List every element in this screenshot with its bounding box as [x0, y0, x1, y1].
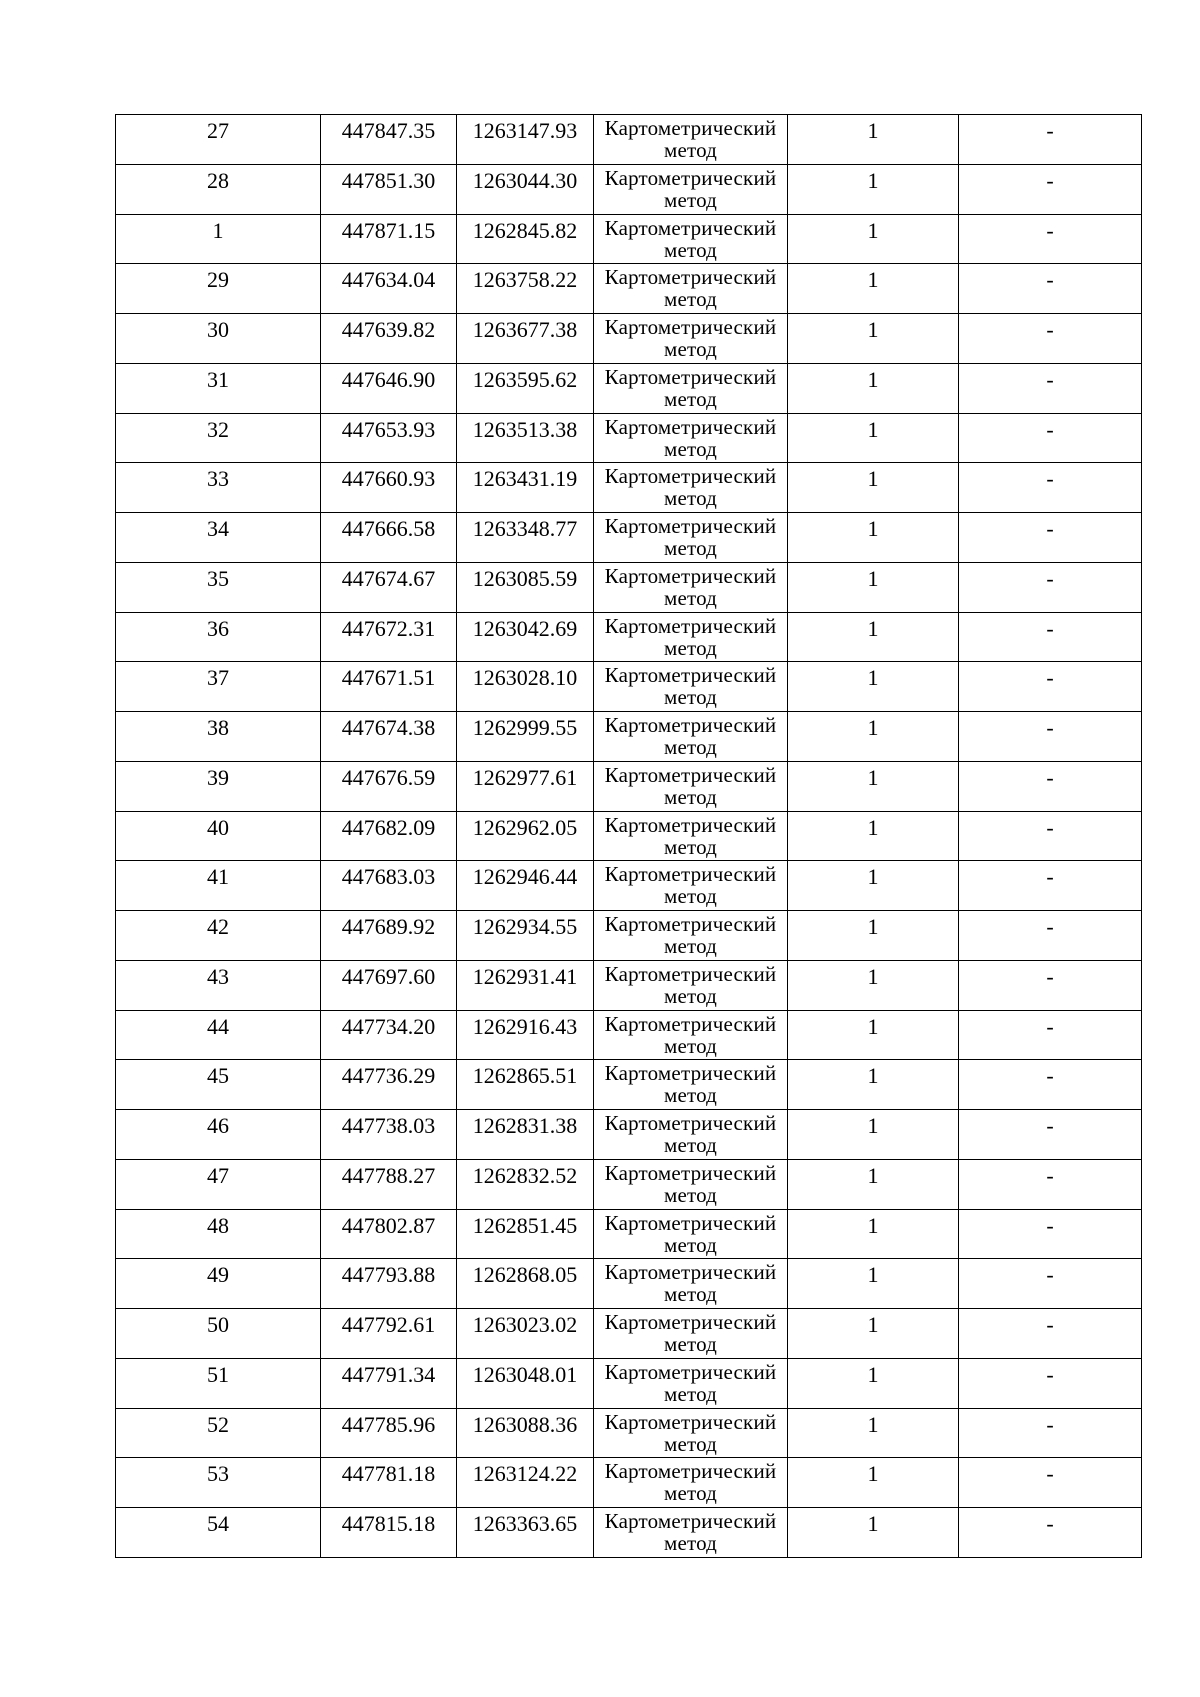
- x-coordinate: 447734.20: [321, 1010, 457, 1060]
- method-line-2: метод: [663, 337, 718, 361]
- table-row: [116, 811, 1142, 861]
- method-line-2: метод: [663, 735, 718, 759]
- x-coordinate: 447674.38: [321, 712, 457, 762]
- table-row: [116, 264, 1142, 314]
- method-line-1: Картометрический: [604, 912, 777, 936]
- x-coordinate: 447682.09: [321, 811, 457, 861]
- method-cell: [594, 314, 788, 364]
- x-coordinate: 447676.59: [321, 761, 457, 811]
- method-line-2: метод: [663, 585, 718, 610]
- point-number: 44: [116, 1010, 321, 1060]
- x-coordinate: 447634.04: [321, 264, 457, 314]
- accuracy-value: 1: [788, 115, 959, 165]
- accuracy-value: 1: [788, 1010, 959, 1060]
- point-number: 28: [116, 164, 321, 214]
- point-number: 45: [116, 1060, 321, 1110]
- accuracy-value: 1: [788, 264, 959, 314]
- y-coordinate: 1263677.38: [457, 314, 594, 364]
- method-line-2: метод: [663, 1531, 718, 1555]
- method-cell: [594, 513, 788, 563]
- method-line-2: метод: [663, 1282, 718, 1307]
- point-number: 48: [116, 1209, 321, 1259]
- method-line-2: метод: [663, 287, 718, 312]
- accuracy-value: 1: [788, 1259, 959, 1309]
- point-number: 1: [116, 214, 321, 264]
- method-line-2: метод: [663, 834, 718, 859]
- method-cell: [594, 413, 788, 463]
- method-line-1: Картометрический: [604, 1409, 777, 1434]
- accuracy-value: 1: [788, 712, 959, 762]
- method-line-1: Картометрический: [604, 663, 777, 688]
- description-cell: -: [959, 712, 1142, 762]
- y-coordinate: 1262946.44: [457, 861, 594, 911]
- x-coordinate: 447847.35: [321, 115, 457, 165]
- accuracy-value: 1: [788, 363, 959, 413]
- description-cell: -: [959, 214, 1142, 264]
- method-cell: [594, 761, 788, 811]
- table-row: [116, 1159, 1142, 1209]
- coordinates-table: [115, 114, 1142, 1558]
- table-row: [116, 363, 1142, 413]
- method-line-1: Картометрический: [604, 812, 777, 837]
- method-cell: [594, 164, 788, 214]
- y-coordinate: 1262832.52: [457, 1159, 594, 1209]
- method-line-2: метод: [663, 1182, 718, 1207]
- table-row: [116, 960, 1142, 1010]
- accuracy-value: 1: [788, 513, 959, 563]
- method-line-1: Картометрический: [604, 1359, 777, 1384]
- y-coordinate: 1263044.30: [457, 164, 594, 214]
- method-cell: [594, 911, 788, 961]
- description-cell: -: [959, 1309, 1142, 1359]
- method-line-1: Картометрический: [604, 464, 777, 489]
- method-cell: [594, 1110, 788, 1160]
- description-cell: -: [959, 314, 1142, 364]
- accuracy-value: 1: [788, 1209, 959, 1259]
- y-coordinate: 1262868.05: [457, 1259, 594, 1309]
- method-cell: [594, 712, 788, 762]
- point-number: 27: [116, 115, 321, 165]
- point-number: 46: [116, 1110, 321, 1160]
- method-line-2: метод: [663, 386, 718, 411]
- x-coordinate: 447674.67: [321, 562, 457, 612]
- x-coordinate: 447653.93: [321, 413, 457, 463]
- accuracy-value: 1: [788, 911, 959, 961]
- accuracy-value: 1: [788, 662, 959, 712]
- accuracy-value: 1: [788, 811, 959, 861]
- method-line-1: Картометрический: [604, 414, 777, 439]
- x-coordinate: 447815.18: [321, 1508, 457, 1558]
- method-line-2: метод: [663, 1431, 718, 1456]
- point-number: 50: [116, 1309, 321, 1359]
- y-coordinate: 1263363.65: [457, 1508, 594, 1558]
- accuracy-value: 1: [788, 164, 959, 214]
- x-coordinate: 447736.29: [321, 1060, 457, 1110]
- method-line-1: Картометрический: [604, 215, 777, 240]
- description-cell: -: [959, 960, 1142, 1010]
- description-cell: -: [959, 1209, 1142, 1259]
- point-number: 30: [116, 314, 321, 364]
- method-line-2: метод: [663, 1332, 718, 1356]
- y-coordinate: 1262999.55: [457, 712, 594, 762]
- description-cell: -: [959, 1408, 1142, 1458]
- method-line-2: метод: [663, 1033, 718, 1058]
- method-line-2: метод: [663, 1381, 718, 1406]
- accuracy-value: 1: [788, 1458, 959, 1508]
- accuracy-value: 1: [788, 1408, 959, 1458]
- method-cell: [594, 1159, 788, 1209]
- x-coordinate: 447781.18: [321, 1458, 457, 1508]
- method-line-1: Картометрический: [604, 1210, 777, 1235]
- point-number: 42: [116, 911, 321, 961]
- accuracy-value: 1: [788, 1060, 959, 1110]
- table-row: [116, 413, 1142, 463]
- y-coordinate: 1263758.22: [457, 264, 594, 314]
- accuracy-value: 1: [788, 1358, 959, 1408]
- table-row: [116, 314, 1142, 364]
- description-cell: -: [959, 1010, 1142, 1060]
- y-coordinate: 1262916.43: [457, 1010, 594, 1060]
- description-cell: -: [959, 1358, 1142, 1408]
- y-coordinate: 1263085.59: [457, 562, 594, 612]
- method-line-1: Картометрический: [604, 1061, 777, 1086]
- method-line-1: Картометрический: [604, 613, 777, 638]
- method-line-2: метод: [663, 1083, 718, 1108]
- method-cell: [594, 214, 788, 264]
- description-cell: -: [959, 1110, 1142, 1160]
- description-cell: -: [959, 1508, 1142, 1558]
- table-row: [116, 612, 1142, 662]
- accuracy-value: 1: [788, 861, 959, 911]
- method-line-1: Картометрический: [604, 1011, 777, 1036]
- point-number: 39: [116, 761, 321, 811]
- description-cell: -: [959, 562, 1142, 612]
- method-cell: [594, 861, 788, 911]
- method-line-1: Картометрический: [604, 315, 777, 339]
- point-number: 37: [116, 662, 321, 712]
- method-line-1: Картометрический: [604, 165, 777, 190]
- table-row: [116, 1259, 1142, 1309]
- method-line-1: Картометрический: [604, 1459, 777, 1484]
- y-coordinate: 1262845.82: [457, 214, 594, 264]
- method-line-2: метод: [663, 884, 718, 909]
- table-row: [116, 662, 1142, 712]
- y-coordinate: 1262931.41: [457, 960, 594, 1010]
- method-line-1: Картометрический: [604, 1111, 777, 1135]
- method-cell: [594, 463, 788, 513]
- y-coordinate: 1263048.01: [457, 1358, 594, 1408]
- table-row: [116, 1358, 1142, 1408]
- x-coordinate: 447793.88: [321, 1259, 457, 1309]
- y-coordinate: 1263513.38: [457, 413, 594, 463]
- table-row: [116, 1110, 1142, 1160]
- x-coordinate: 447672.31: [321, 612, 457, 662]
- x-coordinate: 447671.51: [321, 662, 457, 712]
- point-number: 33: [116, 463, 321, 513]
- point-number: 53: [116, 1458, 321, 1508]
- x-coordinate: 447802.87: [321, 1209, 457, 1259]
- method-cell: [594, 363, 788, 413]
- y-coordinate: 1262934.55: [457, 911, 594, 961]
- x-coordinate: 447738.03: [321, 1110, 457, 1160]
- point-number: 47: [116, 1159, 321, 1209]
- table-row: [116, 562, 1142, 612]
- table-row: [116, 1010, 1142, 1060]
- method-line-1: Картометрический: [604, 1160, 777, 1185]
- method-line-1: Картометрический: [604, 862, 777, 887]
- point-number: 38: [116, 712, 321, 762]
- x-coordinate: 447689.92: [321, 911, 457, 961]
- table-row: [116, 1309, 1142, 1359]
- table-row: [116, 712, 1142, 762]
- method-cell: [594, 1408, 788, 1458]
- description-cell: -: [959, 1060, 1142, 1110]
- description-cell: -: [959, 513, 1142, 563]
- accuracy-value: 1: [788, 314, 959, 364]
- method-line-2: метод: [663, 934, 718, 958]
- description-cell: -: [959, 1458, 1142, 1508]
- method-line-2: метод: [663, 237, 718, 262]
- method-cell: [594, 612, 788, 662]
- point-number: 40: [116, 811, 321, 861]
- method-line-1: Картометрический: [604, 563, 777, 588]
- table-row: [116, 214, 1142, 264]
- table-row: [116, 1458, 1142, 1508]
- method-cell: [594, 1209, 788, 1259]
- y-coordinate: 1263042.69: [457, 612, 594, 662]
- method-line-1: Картометрический: [604, 1260, 777, 1285]
- method-line-1: Картометрический: [604, 762, 777, 787]
- method-line-2: метод: [663, 1232, 718, 1257]
- method-cell: [594, 264, 788, 314]
- method-line-1: Картометрический: [604, 265, 777, 290]
- accuracy-value: 1: [788, 413, 959, 463]
- x-coordinate: 447851.30: [321, 164, 457, 214]
- method-line-1: Картометрический: [604, 1509, 777, 1533]
- table-row: [116, 1408, 1142, 1458]
- description-cell: -: [959, 861, 1142, 911]
- point-number: 43: [116, 960, 321, 1010]
- method-line-2: метод: [663, 1133, 718, 1157]
- accuracy-value: 1: [788, 1508, 959, 1558]
- method-line-1: Картометрический: [604, 116, 777, 140]
- method-line-2: метод: [663, 784, 718, 809]
- x-coordinate: 447660.93: [321, 463, 457, 513]
- table-row: [116, 1209, 1142, 1259]
- method-cell: [594, 1358, 788, 1408]
- point-number: 29: [116, 264, 321, 314]
- method-cell: [594, 811, 788, 861]
- x-coordinate: 447792.61: [321, 1309, 457, 1359]
- method-cell: [594, 115, 788, 165]
- y-coordinate: 1263023.02: [457, 1309, 594, 1359]
- description-cell: -: [959, 662, 1142, 712]
- x-coordinate: 447871.15: [321, 214, 457, 264]
- y-coordinate: 1262851.45: [457, 1209, 594, 1259]
- method-cell: [594, 1508, 788, 1558]
- method-line-1: Картометрический: [604, 1310, 777, 1334]
- method-line-1: Картометрический: [604, 364, 777, 389]
- accuracy-value: 1: [788, 463, 959, 513]
- method-line-1: Картометрический: [604, 514, 777, 538]
- method-line-2: метод: [663, 187, 718, 212]
- x-coordinate: 447639.82: [321, 314, 457, 364]
- accuracy-value: 1: [788, 562, 959, 612]
- description-cell: -: [959, 811, 1142, 861]
- y-coordinate: 1263124.22: [457, 1458, 594, 1508]
- accuracy-value: 1: [788, 960, 959, 1010]
- point-number: 32: [116, 413, 321, 463]
- table-row: [116, 463, 1142, 513]
- method-cell: [594, 960, 788, 1010]
- accuracy-value: 1: [788, 1309, 959, 1359]
- method-cell: [594, 1259, 788, 1309]
- point-number: 31: [116, 363, 321, 413]
- description-cell: -: [959, 612, 1142, 662]
- table-row: [116, 761, 1142, 811]
- method-line-2: метод: [663, 138, 718, 162]
- method-cell: [594, 562, 788, 612]
- point-number: 51: [116, 1358, 321, 1408]
- description-cell: -: [959, 164, 1142, 214]
- method-cell: [594, 1010, 788, 1060]
- method-line-2: метод: [663, 983, 718, 1008]
- coordinates-table-body: [116, 115, 1142, 1558]
- description-cell: -: [959, 761, 1142, 811]
- point-number: 36: [116, 612, 321, 662]
- y-coordinate: 1263147.93: [457, 115, 594, 165]
- y-coordinate: 1263088.36: [457, 1408, 594, 1458]
- table-row: [116, 513, 1142, 563]
- point-number: 52: [116, 1408, 321, 1458]
- point-number: 54: [116, 1508, 321, 1558]
- method-line-2: метод: [663, 486, 718, 511]
- method-line-2: метод: [663, 685, 718, 710]
- table-row: [116, 911, 1142, 961]
- point-number: 41: [116, 861, 321, 911]
- y-coordinate: 1262977.61: [457, 761, 594, 811]
- description-cell: -: [959, 1259, 1142, 1309]
- description-cell: -: [959, 363, 1142, 413]
- method-cell: [594, 1458, 788, 1508]
- method-cell: [594, 662, 788, 712]
- y-coordinate: 1262831.38: [457, 1110, 594, 1160]
- method-line-2: метод: [663, 1481, 718, 1506]
- x-coordinate: 447697.60: [321, 960, 457, 1010]
- x-coordinate: 447646.90: [321, 363, 457, 413]
- method-line-1: Картометрический: [604, 713, 777, 737]
- x-coordinate: 447683.03: [321, 861, 457, 911]
- x-coordinate: 447666.58: [321, 513, 457, 563]
- y-coordinate: 1263431.19: [457, 463, 594, 513]
- x-coordinate: 447791.34: [321, 1358, 457, 1408]
- description-cell: -: [959, 463, 1142, 513]
- table-row: [116, 115, 1142, 165]
- method-line-2: метод: [663, 635, 718, 660]
- point-number: 35: [116, 562, 321, 612]
- point-number: 34: [116, 513, 321, 563]
- table-row: [116, 1060, 1142, 1110]
- table-row: [116, 1508, 1142, 1558]
- description-cell: -: [959, 115, 1142, 165]
- method-line-2: метод: [663, 436, 718, 461]
- description-cell: -: [959, 1159, 1142, 1209]
- y-coordinate: 1263595.62: [457, 363, 594, 413]
- point-number: 49: [116, 1259, 321, 1309]
- accuracy-value: 1: [788, 761, 959, 811]
- y-coordinate: 1262962.05: [457, 811, 594, 861]
- accuracy-value: 1: [788, 612, 959, 662]
- y-coordinate: 1262865.51: [457, 1060, 594, 1110]
- description-cell: -: [959, 413, 1142, 463]
- method-line-2: метод: [663, 536, 718, 560]
- y-coordinate: 1263028.10: [457, 662, 594, 712]
- x-coordinate: 447785.96: [321, 1408, 457, 1458]
- y-coordinate: 1263348.77: [457, 513, 594, 563]
- description-cell: -: [959, 264, 1142, 314]
- description-cell: -: [959, 911, 1142, 961]
- method-cell: [594, 1309, 788, 1359]
- method-line-1: Картометрический: [604, 961, 777, 986]
- table-row: [116, 164, 1142, 214]
- accuracy-value: 1: [788, 214, 959, 264]
- x-coordinate: 447788.27: [321, 1159, 457, 1209]
- table-row: [116, 861, 1142, 911]
- accuracy-value: 1: [788, 1159, 959, 1209]
- method-cell: [594, 1060, 788, 1110]
- accuracy-value: 1: [788, 1110, 959, 1160]
